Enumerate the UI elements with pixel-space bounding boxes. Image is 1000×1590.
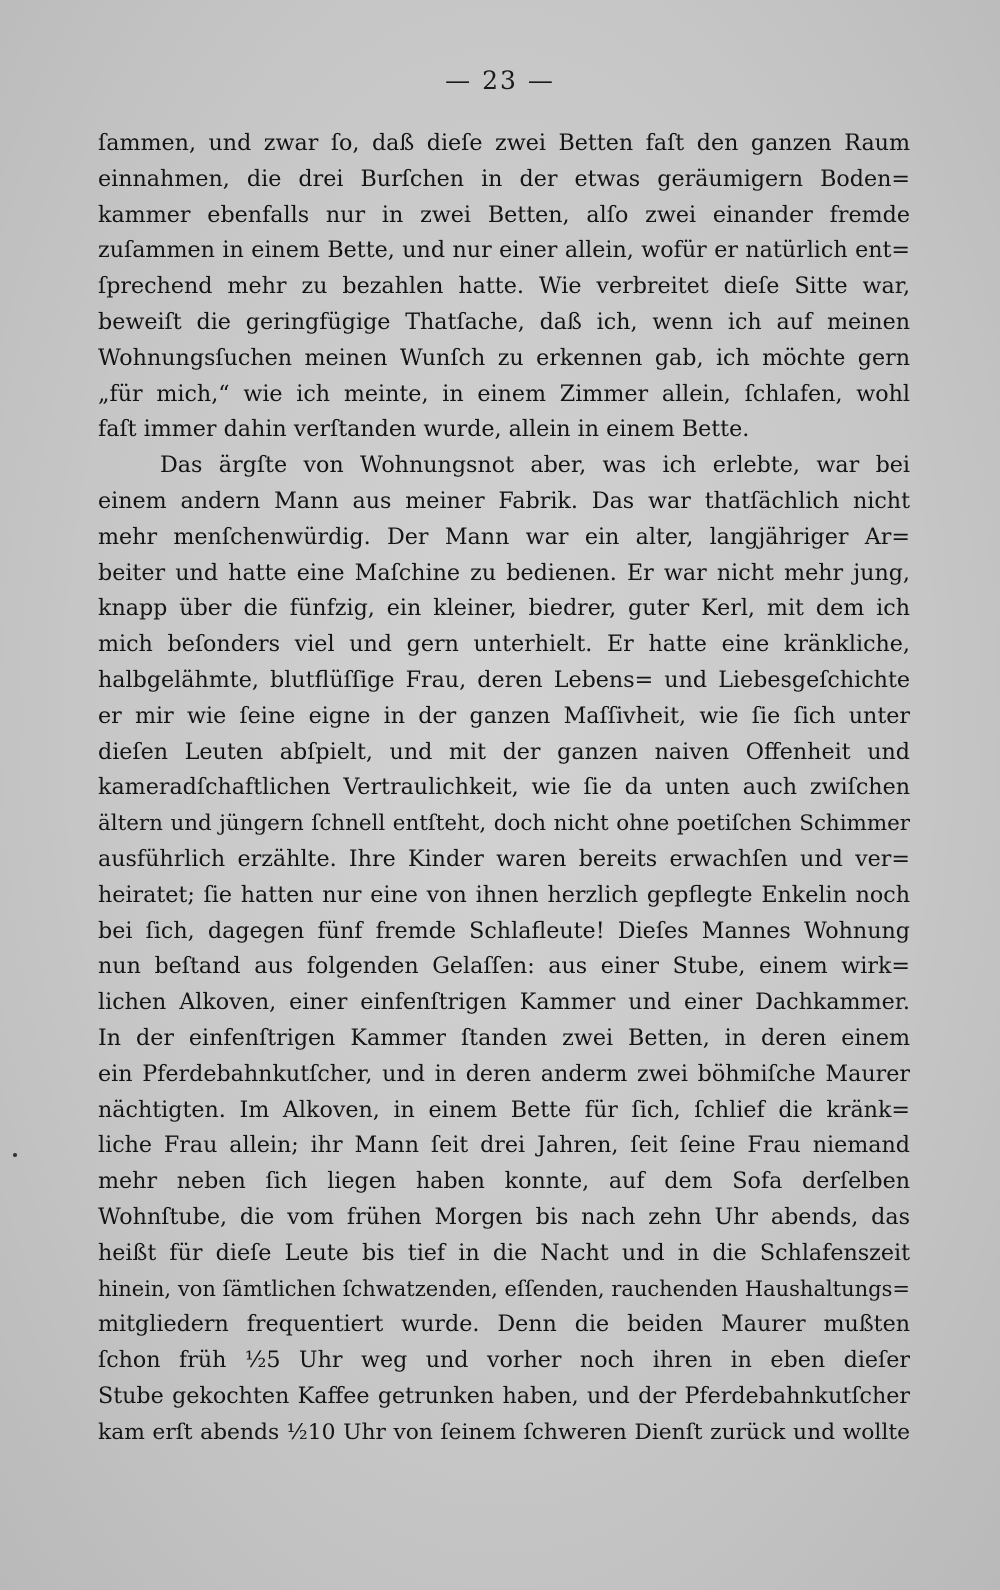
- text-line: kam erſt abends ½10 Uhr von ſeinem ſchweren Dienſt zurück und wollte: [98, 1419, 910, 1445]
- body-text: [98, 126, 910, 1450]
- text-line: lichen Alkoven, einer einfenſtrigen Kammer und einer Dachkammer.: [98, 989, 910, 1016]
- text-line: mehr neben ſich liegen haben konnte, auf dem Sofa derſelben: [98, 1168, 910, 1195]
- text-line: beiter und hatte eine Maſchine zu bedienen. Er war nicht mehr jung,: [98, 559, 910, 586]
- text-line: ausführlich erzählte. Ihre Kinder waren bereits erwachſen und ver=: [98, 845, 910, 872]
- text-line: hinein, von ſämtlichen ſchwatzenden, eſſenden, rauchenden Haushaltungs=: [98, 1276, 910, 1301]
- text-line: einem andern Mann aus meiner Fabrik. Das war thatſächlich nicht: [98, 487, 910, 514]
- text-line: mehr menſchenwürdig. Der Mann war ein alter, langjähriger Ar=: [98, 523, 910, 550]
- text-line: Stube gekochten Kaffee getrunken haben, und der Pferdebahnkutſcher: [98, 1382, 910, 1409]
- text-line: mich beſonders viel und gern unterhielt. Er hatte eine kränkliche,: [98, 631, 910, 658]
- text-line: er mir wie ſeine eigne in der ganzen Maſſivheit, wie ſie ſich unter: [98, 702, 910, 729]
- text-line: ſchon früh ½5 Uhr weg und vorher noch ihren in eben dieſer: [98, 1347, 910, 1374]
- text-line: heiratet; ſie hatten nur eine von ihnen herzlich gepflegte Enkelin noch: [98, 881, 910, 908]
- text-line: zuſammen in einem Bette, und nur einer allein, wofür er natürlich ent=: [98, 237, 910, 264]
- text-line: einnahmen, die drei Burſchen in der etwas geräumigern Boden=: [98, 165, 910, 192]
- margin-speck: [13, 1153, 17, 1157]
- text-line: Wohnungsſuchen meinen Wunſch zu erkennen gab, ich möchte gern: [98, 344, 910, 371]
- text-line: In der einfenſtrigen Kammer ſtanden zwei Betten, in deren einem: [98, 1024, 910, 1051]
- paragraph-last-line: faſt immer dahin verſtanden wurde, allein in einem Bette.: [98, 416, 750, 443]
- text-line: ältern und jüngern ſchnell entſteht, doch nicht ohne poetiſchen Schimmer: [98, 811, 910, 837]
- text-line: dieſen Leuten abſpielt, und mit der ganzen naiven Offenheit und: [98, 738, 910, 765]
- text-line: „für mich,“ wie ich meinte, in einem Zimmer allein, ſchlafen, wohl: [98, 380, 910, 407]
- text-line: ein Pferdebahnkutſcher, und in deren anderm zwei böhmiſche Maurer: [98, 1060, 910, 1087]
- paragraph-first-line: Das ärgſte von Wohnungsnot aber, was ich erlebte, war bei: [160, 452, 910, 479]
- text-line: kammer ebenfalls nur in zwei Betten, alſo zwei einander fremde: [98, 201, 910, 228]
- page-number: — 23 —: [445, 66, 555, 95]
- text-line: halbgelähmte, blutflüſſige Frau, deren Lebens= und Liebesgeſchichte: [98, 666, 910, 693]
- text-line: heißt für dieſe Leute bis tief in die Nacht und in die Schlafenszeit: [98, 1239, 910, 1266]
- text-line: bei ſich, dagegen fünf fremde Schlafleute! Dieſes Mannes Wohnung: [98, 917, 910, 944]
- text-line: kameradſchaftlichen Vertraulichkeit, wie ſie da unten auch zwiſchen: [98, 774, 910, 801]
- text-line: ſammen, und zwar ſo, daß dieſe zwei Betten faſt den ganzen Raum: [98, 130, 910, 156]
- text-line: mitgliedern frequentiert wurde. Denn die beiden Maurer mußten: [98, 1311, 910, 1338]
- text-line: nun beſtand aus folgenden Gelaſſen: aus einer Stube, einem wirk=: [98, 953, 910, 980]
- text-line: nächtigten. Im Alkoven, in einem Bette für ſich, ſchlief die kränk=: [98, 1096, 910, 1123]
- text-line: Wohnſtube, die vom frühen Morgen bis nach zehn Uhr abends, das: [98, 1203, 910, 1230]
- text-line: knapp über die fünfzig, ein kleiner, biedrer, guter Kerl, mit dem ich: [98, 595, 910, 622]
- text-line: liche Frau allein; ihr Mann ſeit drei Jahren, ſeit ſeine Frau niemand: [98, 1132, 910, 1159]
- text-line: ſprechend mehr zu bezahlen hatte. Wie verbreitet dieſe Sitte war,: [98, 273, 910, 300]
- text-line: beweiſt die geringfügige Thatſache, daß ich, wenn ich auf meinen: [98, 308, 910, 335]
